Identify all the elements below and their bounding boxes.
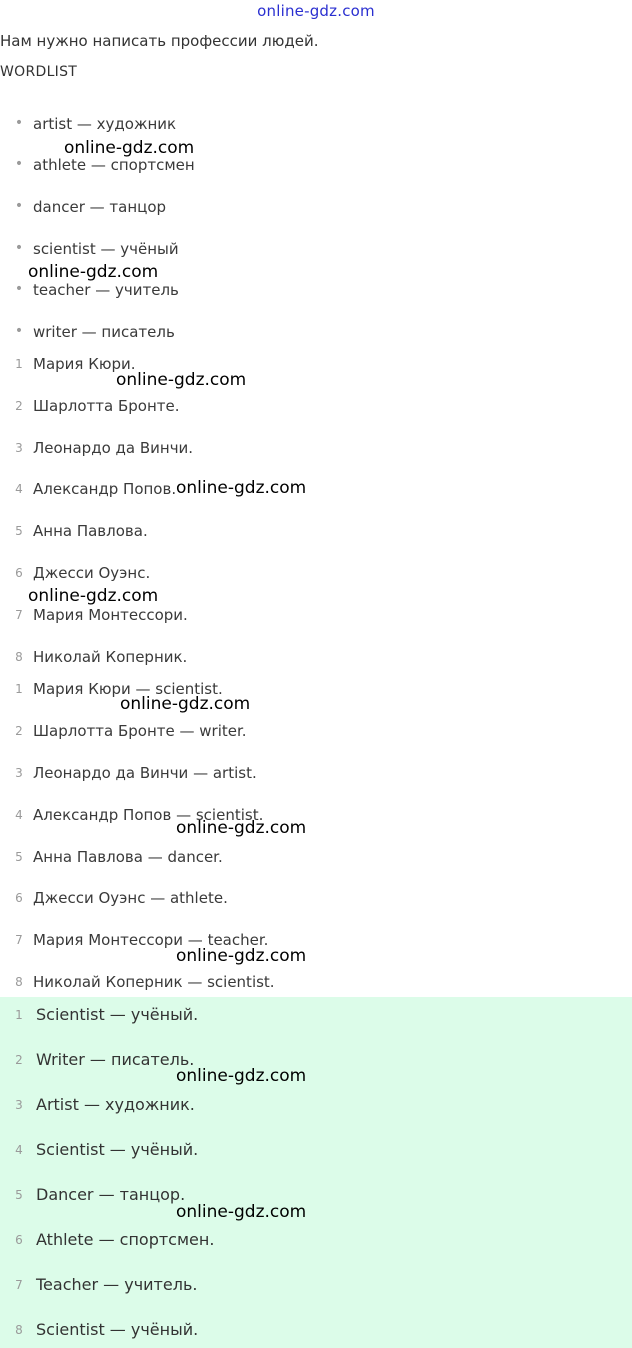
- list-item-text: Леонардо да Винчи — artist.: [33, 764, 257, 782]
- list-item: [0, 439, 632, 465]
- wordlist-item: [0, 198, 632, 224]
- item-number: 3: [15, 1098, 23, 1112]
- list-item-text: Шарлотта Бронте — writer.: [33, 722, 247, 740]
- wordlist-item: [0, 156, 632, 182]
- item-number: 6: [15, 891, 23, 905]
- answer-item: [0, 1095, 632, 1123]
- item-number: 8: [15, 1323, 23, 1337]
- watermark-text: online-gdz.com: [176, 1202, 307, 1222]
- watermark-text: online-gdz.com: [120, 694, 251, 714]
- watermark-text: online-gdz.com: [176, 1066, 307, 1086]
- answer-item: [0, 1005, 632, 1033]
- watermark-text: online-gdz.com: [28, 262, 159, 282]
- item-number: 2: [15, 399, 23, 413]
- answer-item-text: Athlete — спортсмен.: [36, 1230, 215, 1249]
- bullet-marker: •: [14, 281, 24, 297]
- list-item-text: Анна Павлова.: [33, 522, 148, 540]
- list-item-text: Мария Кюри.: [33, 355, 136, 373]
- item-number: 4: [15, 808, 23, 822]
- list-item-text: Николай Коперник — scientist.: [33, 973, 275, 991]
- list-item-text: Анна Павлова — dancer.: [33, 848, 223, 866]
- list-item: [0, 648, 632, 674]
- wordlist-heading: WORDLIST: [0, 64, 78, 80]
- answer-item-text: Scientist — учёный.: [36, 1140, 199, 1159]
- answer-item-text: Writer — писатель.: [36, 1050, 195, 1069]
- list-item: [0, 764, 632, 790]
- list-item: [0, 680, 632, 706]
- list-item: [0, 522, 632, 548]
- item-number: 1: [15, 682, 23, 696]
- item-number: 2: [15, 724, 23, 738]
- watermark-text: online-gdz.com: [176, 818, 307, 838]
- list-item-text: Александр Попов.: [33, 480, 177, 498]
- intro-text: Нам нужно написать профессии людей.: [0, 32, 319, 50]
- wordlist-item-text: dancer — танцор: [33, 198, 167, 216]
- wordlist-item-text: athlete — спортсмен: [33, 156, 195, 174]
- answer-item-text: Artist — художник.: [36, 1095, 195, 1114]
- site-watermark: online-gdz.com: [257, 2, 375, 20]
- item-number: 7: [15, 933, 23, 947]
- item-number: 2: [15, 1053, 23, 1067]
- wordlist-item: [0, 281, 632, 307]
- list-item: [0, 931, 632, 957]
- wordlist-item-text: artist — художник: [33, 115, 177, 133]
- bullet-marker: •: [14, 240, 24, 256]
- list-item-text: Мария Монтессори — teacher.: [33, 931, 269, 949]
- list-item-text: Александр Попов — scientist.: [33, 806, 264, 824]
- wordlist-item-text: writer — писатель: [33, 323, 175, 341]
- list-item-text: Шарлотта Бронте.: [33, 397, 180, 415]
- list-item: [0, 722, 632, 748]
- wordlist-item-text: scientist — учёный: [33, 240, 179, 258]
- wordlist-item-text: teacher — учитель: [33, 281, 179, 299]
- list-item-text: Николай Коперник.: [33, 648, 188, 666]
- list-item-text: Мария Монтессори.: [33, 606, 188, 624]
- answer-item-text: Scientist — учёный.: [36, 1005, 199, 1024]
- list-item-text: Джесси Оуэнс — athlete.: [33, 889, 228, 907]
- answer-item-text: Scientist — учёный.: [36, 1320, 199, 1339]
- item-number: 8: [15, 650, 23, 664]
- answer-box: [0, 997, 632, 1348]
- list-item: [0, 355, 632, 381]
- item-number: 1: [15, 357, 23, 371]
- answer-item: [0, 1140, 632, 1168]
- answer-item: [0, 1275, 632, 1303]
- bullet-marker: •: [14, 156, 24, 172]
- answer-item-text: Dancer — танцор.: [36, 1185, 186, 1204]
- item-number: 1: [15, 1008, 23, 1022]
- list-item-text: Мария Кюри — scientist.: [33, 680, 223, 698]
- answer-item: [0, 1185, 632, 1213]
- list-item: [0, 397, 632, 423]
- item-number: 5: [15, 524, 23, 538]
- list-item: [0, 606, 632, 632]
- list-item: [0, 480, 632, 506]
- wordlist-item: [0, 323, 632, 349]
- item-number: 4: [15, 482, 23, 496]
- watermark-text: online-gdz.com: [64, 138, 195, 158]
- item-number: 7: [15, 1278, 23, 1292]
- bullet-marker: •: [14, 323, 24, 339]
- item-number: 5: [15, 850, 23, 864]
- bullet-marker: •: [14, 115, 24, 131]
- item-number: 3: [15, 441, 23, 455]
- watermark-text: online-gdz.com: [116, 370, 247, 390]
- answer-item: [0, 1050, 632, 1078]
- list-item: [0, 973, 632, 999]
- list-item: [0, 806, 632, 832]
- item-number: 6: [15, 566, 23, 580]
- bullet-marker: •: [14, 198, 24, 214]
- list-item-text: Леонардо да Винчи.: [33, 439, 194, 457]
- item-number: 3: [15, 766, 23, 780]
- answer-item-text: Teacher — учитель.: [36, 1275, 198, 1294]
- item-number: 4: [15, 1143, 23, 1157]
- watermark-text: online-gdz.com: [176, 478, 307, 498]
- list-item: [0, 848, 632, 874]
- item-number: 5: [15, 1188, 23, 1202]
- list-item: [0, 889, 632, 915]
- list-item-text: Джесси Оуэнс.: [33, 564, 151, 582]
- item-number: 6: [15, 1233, 23, 1247]
- watermark-text: online-gdz.com: [176, 946, 307, 966]
- item-number: 8: [15, 975, 23, 989]
- answer-item: [0, 1320, 632, 1348]
- answer-item: [0, 1230, 632, 1258]
- watermark-text: online-gdz.com: [28, 586, 159, 606]
- item-number: 7: [15, 608, 23, 622]
